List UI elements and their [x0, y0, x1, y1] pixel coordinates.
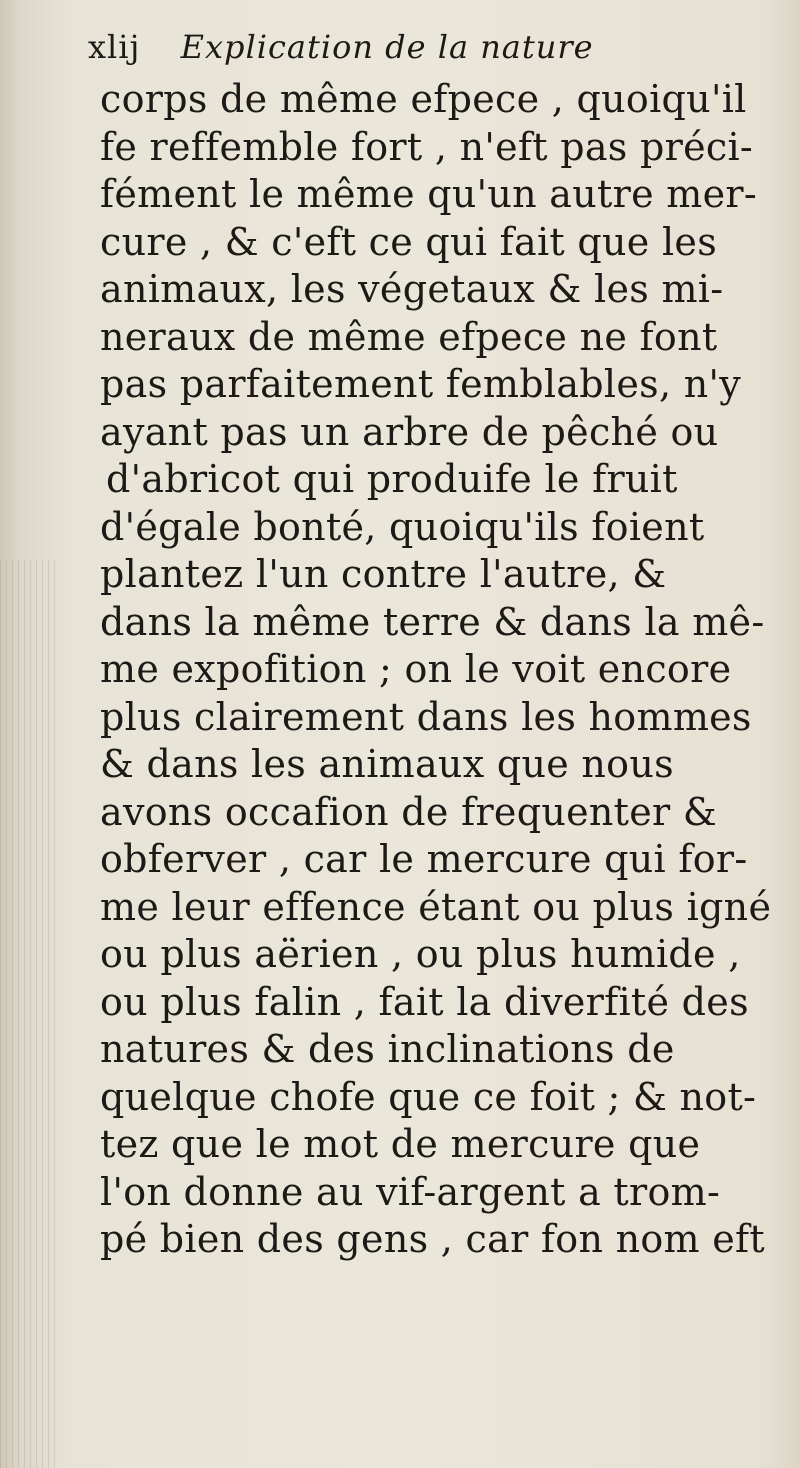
text-line: ou plus aërien , ou plus humide , — [100, 932, 741, 976]
text-line: plus clairement dans les hommes — [100, 694, 752, 739]
text-line: l'on donne au vif-argent a trom- — [100, 1169, 721, 1214]
text-line: fe reffemble fort , n'eft pas préci- — [100, 124, 754, 169]
text-line: dans la même terre & dans la mê- — [100, 599, 765, 644]
text-line: corps de même efpece , quoiqu'il — [100, 77, 747, 121]
text-line: ayant pas un arbre de pêché ou — [100, 409, 719, 454]
text-line: pas parfaitement femblables, n'y — [100, 362, 742, 406]
body-text — [100, 76, 790, 1264]
text-line: me leur effence étant ou plus igné — [100, 884, 772, 929]
text-line: cure , & c'eft ce qui fait que les — [100, 219, 717, 264]
text-line: obferver , car le mercure qui for- — [100, 837, 748, 881]
text-line: neraux de même efpece ne font — [100, 314, 718, 359]
text-line: animaux, les végetaux & les mi- — [100, 267, 724, 311]
page-number: xlij — [88, 28, 141, 66]
text-line: plantez l'un contre l'autre, & — [100, 552, 667, 596]
text-line: d'égale bonté, quoiqu'ils foient — [100, 504, 705, 549]
text-line: d'abricot qui produife le fruit — [106, 457, 678, 501]
text-line: quelque chofe que ce foit ; & not- — [100, 1074, 757, 1119]
text-line: avons occafion de frequenter & — [100, 789, 717, 834]
text-line: pé bien des gens , car fon nom eft — [100, 1217, 765, 1261]
text-line: me expofition ; on le voit encore — [100, 647, 732, 691]
text-line: & dans les animaux que nous — [100, 742, 674, 786]
text-line: natures & des inclinations de — [100, 1027, 675, 1071]
running-header — [88, 22, 728, 72]
text-line: tez que le mot de mercure que — [100, 1122, 701, 1166]
running-title: Explication de la nature — [180, 28, 594, 66]
text-line: fément le même qu'un autre mer- — [100, 172, 757, 216]
text-line: ou plus falin , fait la diverfité des — [100, 979, 749, 1024]
page-edge-shadow — [0, 560, 60, 1468]
